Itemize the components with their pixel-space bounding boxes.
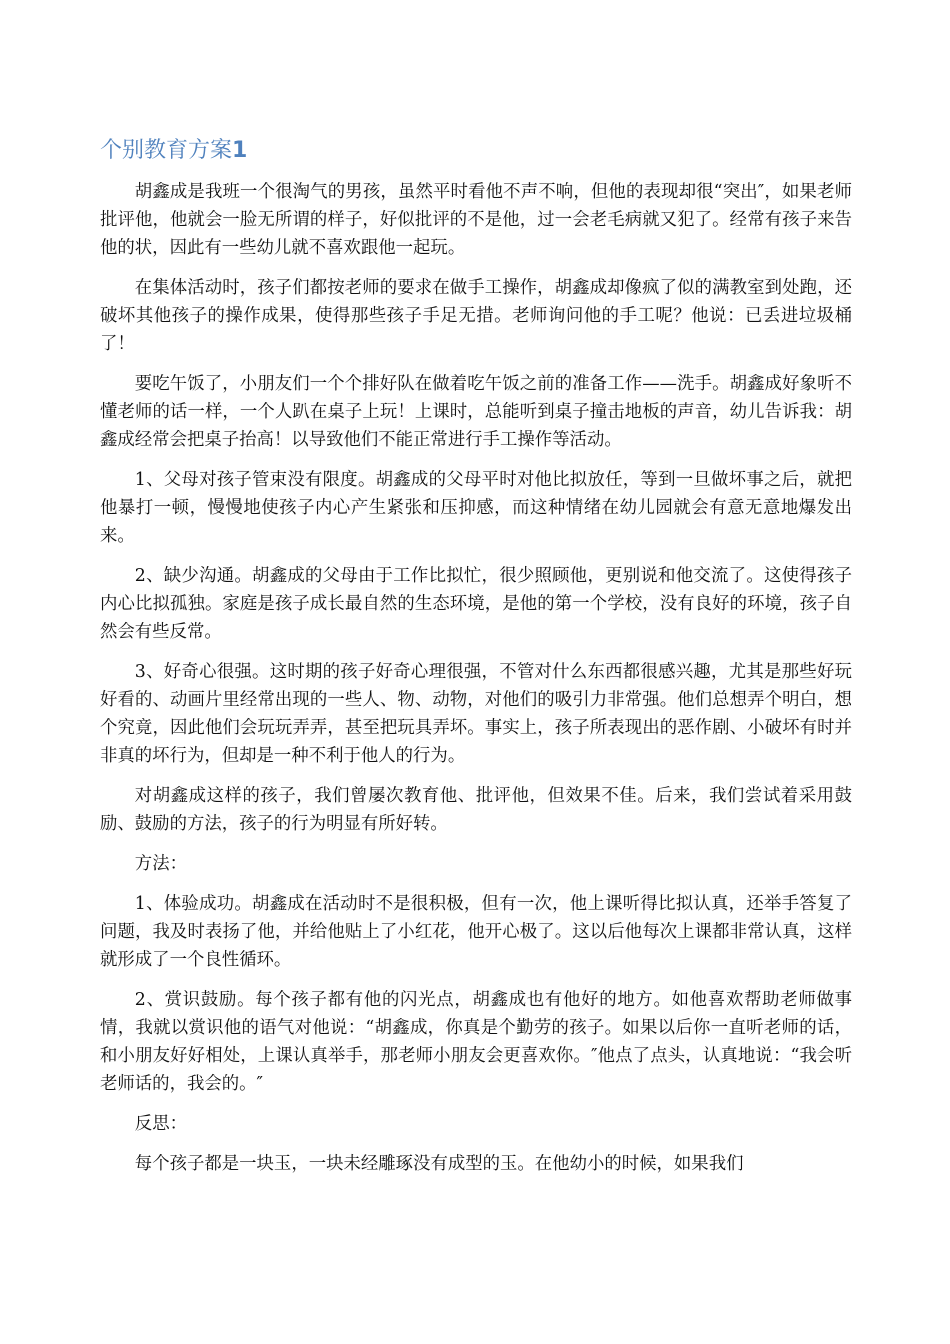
document-body (100, 178, 852, 1190)
paragraph-3: 要吃午饭了，小朋友们一个个排好队在做着吃午饭之前的准备工作——洗手。胡鑫成好象听不懂老师的话一样，一个人趴在桌子上玩！上课时，总能听到桌子撞击地板的声音，幼儿告诉我：胡鑫成经常会把桌子抬高！以导致他们不能正常进行手工操作等活动。 (100, 374, 852, 450)
paragraph-9: 1、体验成功。胡鑫成在活动时不是很积极，但有一次，他上课听得比拟认真，还举手答复了问题，我及时表扬了他，并给他贴上了小红花，他开心极了。这以后他每次上课都非常认真，这样就形成了一个良性循环。 (100, 894, 852, 970)
paragraph-5: 2、缺少沟通。胡鑫成的父母由于工作比拟忙，很少照顾他，更别说和他交流了。这使得孩子内心比拟孤独。家庭是孩子成长最自然的生态环境，是他的第一个学校，没有良好的环境，孩子自然会有些反常。 (100, 566, 852, 642)
paragraph-1: 胡鑫成是我班一个很淘气的男孩，虽然平时看他不声不响，但他的表现却很“突出″，如果老师批评他，他就会一脸无所谓的样子，好似批评的不是他，过一会老毛病就又犯了。经常有孩子来告他的状，因此有一些幼儿就不喜欢跟他一起玩。 (100, 182, 852, 258)
paragraph-reflection-heading: 反思： (134, 1114, 187, 1134)
document-title-text: 个别教育方案 (100, 138, 233, 163)
paragraph-methods-heading: 方法： (134, 854, 187, 874)
paragraph-6: 3、好奇心很强。这时期的孩子好奇心理很强，不管对什么东西都很感兴趣，尤其是那些好玩好看的、动画片里经常出现的一些人、物、动物，对他们的吸引力非常强。他们总想弄个明白，想个究竟，因此他们会玩玩弄弄，甚至把玩具弄坏。事实上，孩子所表现出的恶作剧、小破坏有时并非真的坏行为，但却是一种不利于他人的行为。 (100, 662, 852, 766)
paragraph-4: 1、父母对孩子管束没有限度。胡鑫成的父母平时对他比拟放任，等到一旦做坏事之后，就把他暴打一顿，慢慢地使孩子内心产生紧张和压抑感，而这种情绪在幼儿园就会有意无意地爆发出来。 (100, 470, 852, 546)
paragraph-7: 对胡鑫成这样的孩子，我们曾屡次教育他、批评他，但效果不佳。后来，我们尝试着采用鼓励、鼓励的方法，孩子的行为明显有所好转。 (100, 786, 852, 834)
document-title-number: 1 (232, 138, 248, 163)
paragraph-12: 每个孩子都是一块玉，一块未经雕琢没有成型的玉。在他幼小的时候，如果我们 (134, 1154, 744, 1174)
paragraph-2: 在集体活动时，孩子们都按老师的要求在做手工操作，胡鑫成却像疯了似的满教室到处跑，还破坏其他孩子的操作成果，使得那些孩子手足无措。老师询问他的手工呢？他说：已丢进垃圾桶了！ (100, 278, 852, 354)
paragraph-10: 2、赏识鼓励。每个孩子都有他的闪光点，胡鑫成也有他好的地方。如他喜欢帮助老师做事情，我就以赏识他的语气对他说：“胡鑫成，你真是个勤劳的孩子。如果以后你一直听老师的话，和小朋友好好相处，上课认真举手，那老师小朋友会更喜欢你。″他点了点头，认真地说：“我会听老师话的，我会的。″ (100, 990, 852, 1094)
document-title (100, 136, 247, 166)
